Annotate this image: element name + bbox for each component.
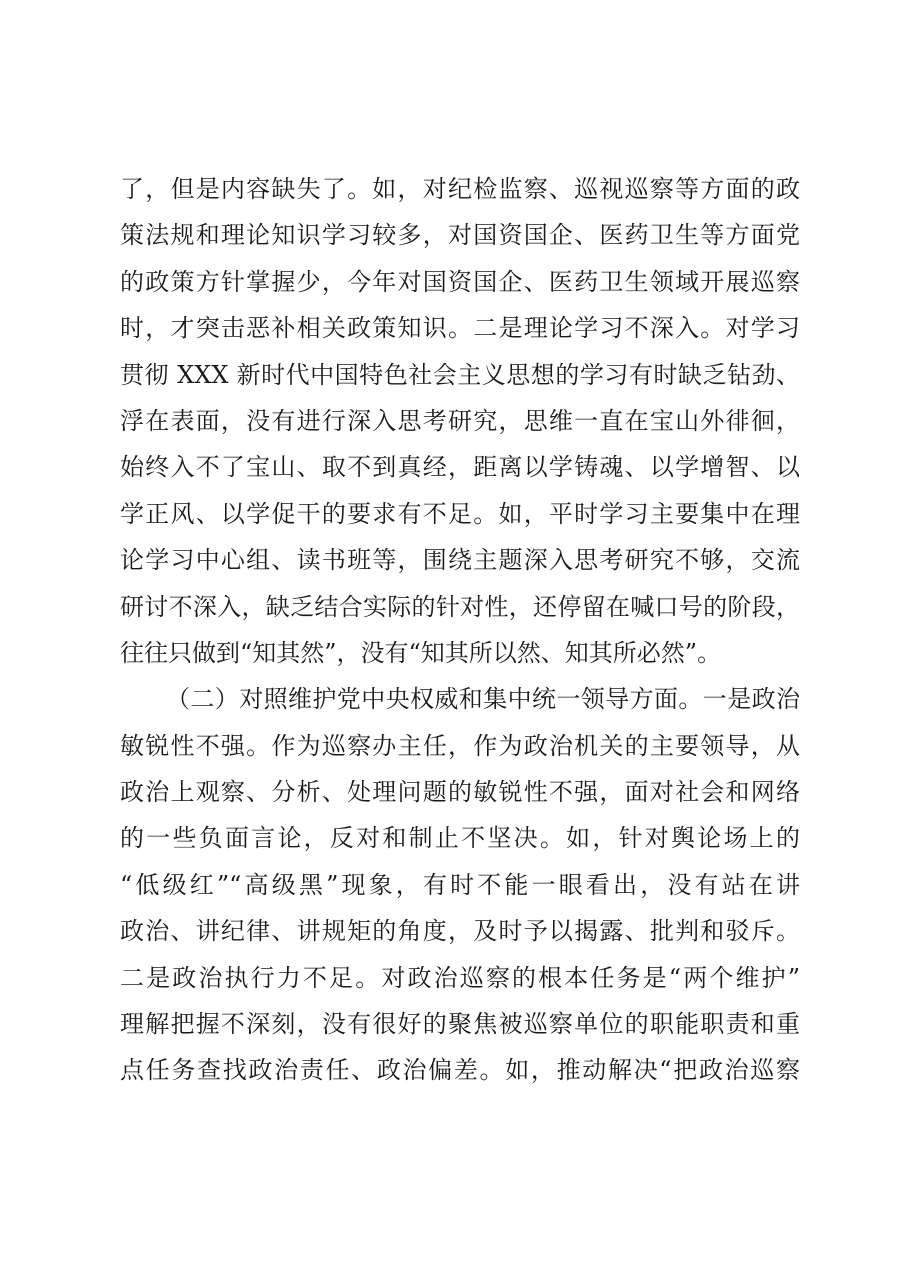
paragraph-1-line-10: 研讨不深入，缺乏结合实际的针对性，还停留在喊口号的阶段， — [120, 592, 800, 621]
paragraph-1-line-4: 时，才突击恶补相关政策知识。二是理论学习不深入。对学习 — [120, 314, 800, 343]
paragraph-2-line-2: 敏锐性不强。作为巡察办主任，作为政治机关的主要领导，从 — [120, 731, 800, 760]
paragraph-1-line-6: 浮在表面，没有进行深入思考研究，思维一直在宝山外徘徊， — [120, 406, 800, 435]
paragraph-2-line-1: （二）对照维护党中央权威和集中统一领导方面。一是政治 — [166, 685, 800, 714]
paragraph-2-line-8: 理解把握不深刻，没有很好的聚焦被巡察单位的职能职责和重 — [120, 1010, 800, 1039]
paragraph-2-line-6: 政治、讲纪律、讲规矩的角度，及时予以揭露、批判和驳斥。 — [120, 917, 800, 946]
document-body — [120, 166, 800, 1094]
paragraph-2-line-7: 二是政治执行力不足。对政治巡察的根本任务是“两个维护” — [120, 963, 800, 992]
paragraph-2-line-3: 政治上观察、分析、处理问题的敏锐性不强，面对社会和网络 — [120, 778, 800, 807]
paragraph-1-line-3: 的政策方针掌握少，今年对国资国企、医药卫生领域开展巡察 — [120, 267, 800, 296]
paragraph-1-line-5: 贯彻 XXX 新时代中国特色社会主义思想的学习有时缺乏钻劲、 — [120, 360, 800, 389]
paragraph-1-line-11: 往往只做到“知其然”，没有“知其所以然、知其所必然”。 — [120, 638, 722, 667]
paragraph-2-line-9: 点任务查找政治责任、政治偏差。如，推动解决“把政治巡察 — [120, 1056, 800, 1085]
paragraph-1-line-2: 策法规和理论知识学习较多，对国资国企、医药卫生等方面党 — [120, 221, 800, 250]
paragraph-2-line-5: “低级红”“高级黑”现象，有时不能一眼看出，没有站在讲 — [120, 870, 800, 899]
paragraph-1-line-7: 始终入不了宝山、取不到真经，距离以学铸魂、以学增智、以 — [120, 453, 800, 482]
paragraph-1-line-8: 学正风、以学促干的要求有不足。如，平时学习主要集中在理 — [120, 499, 800, 528]
paragraph-1-line-9: 论学习中心组、读书班等，围绕主题深入思考研究不够，交流 — [120, 546, 800, 575]
paragraph-1-line-1: 了，但是内容缺失了。如，对纪检监察、巡视巡察等方面的政 — [120, 175, 800, 203]
paragraph-2-line-4: 的一些负面言论，反对和制止不坚决。如，针对舆论场上的 — [120, 824, 800, 853]
